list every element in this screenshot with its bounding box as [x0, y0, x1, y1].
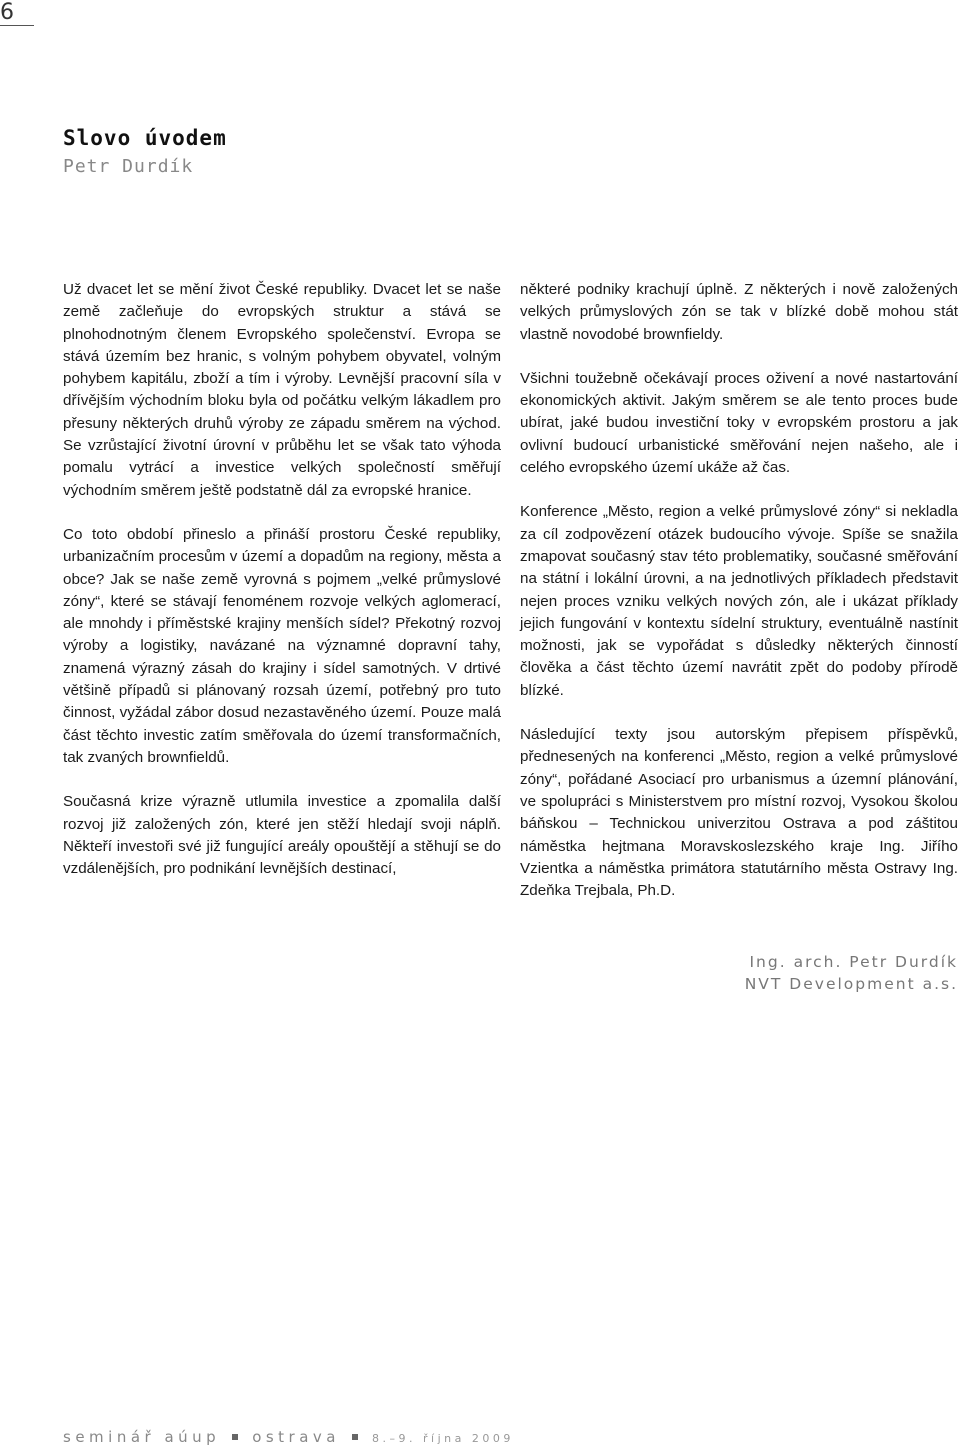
footer — [63, 1428, 514, 1446]
signature-name: Ing. arch. Petr Durdík — [749, 953, 958, 971]
footer-event: seminář aúup — [63, 1428, 221, 1446]
page-number-rule — [0, 25, 34, 26]
left-column — [63, 279, 501, 902]
square-separator-icon — [352, 1434, 358, 1440]
paragraph: Následující texty jsou autorským přepisem příspěvků, přednesených na konferenci „Město, region a velké průmyslové zóny“, pořádané Asociací pro urbanismus a územní plánování, ve spolupráci s Ministerstvem pro místní rozvoj, Vysokou školou báňskou – Technickou univerzitou Ostrava a pod záštitou náměstka hejtmana Moravskoslezského kraje Ing. Jiřího Vzientka a náměstka primátora statutárního města Ostravy Ing. Zdeňka Trejbala, Ph.D. — [520, 726, 958, 900]
footer-date: 8.–9. října 2009 — [372, 1432, 514, 1445]
paragraph: Všichni toužebně očekávají proces oživení a nové nastartování ekonomických aktivit. Jakým směrem se ale tento proces bude ubírat, jaké budou investiční toky v evropském prostoru a jak ovlivní budoucí urbanistické směřování nejen našeho, ale i celého evropského území ukáže až čas. — [520, 369, 958, 477]
article-title: Slovo úvodem — [63, 126, 227, 150]
signature-company: NVT Development a.s. — [744, 975, 958, 993]
square-separator-icon — [232, 1434, 238, 1440]
right-column — [520, 279, 958, 924]
paragraph: Současná krize výrazně utlumila investice a zpomalila další rozvoj již založených zón, které jen stěží hledají svoji náplň. Někteří investoři své již fungující areály opouštějí a stěhují se do vzdálenějších, pro podnikání levnějších destinací, — [63, 793, 501, 878]
paragraph: Co toto období přineslo a přináší prostoru České republiky, urbanizačním procesům v území a dopadům na regiony, města a obce? Jak se naše země vyrovná s pojmem „velké průmyslové zóny“, které se stávají fenoménem rozvoje velkých aglomerací, ale mnohdy i příměstské krajiny menších sídel? Překotný rozvoj výroby a logistiky, navázané na významné dopravní tahy, znamená výrazný zásah do krajiny i sídel samotných. V drtivé většině případů si plánovaný rozsah území, potřebný pro tuto činnost, vyžádal zábor dosud nezastavěného území. Pouze malá část těchto investic zatím směřovala do území transformačních, tak zvaných brownfieldů. — [63, 525, 501, 766]
paragraph: Už dvacet let se mění život České republiky. Dvacet let se naše země začleňuje do evropských struktur a stává se plnohodnotným členem Evropského společenství. Evropa se stává územím bez hranic, s volným pohybem obyvatel, volným pohybem kapitálu, zboží a tím i výroby. Levnější pracovní síla v dřívějším východním bloku byla od počátku velkým lákadlem pro přesuny některých druhů výroby ze západu směrem na východ. Se vzrůstající životní úrovní v průběhu let se však tato výhoda pomalu vytrácí a investice velkých společností směřují východním směrem ještě podstatně dál za evropské hranice. — [63, 281, 501, 499]
paragraph: některé podniky krachují úplně. Z některých i nově založených velkých průmyslových zón se tak v blízké době mohou stát vlastně novodobé brownfieldy. — [520, 281, 958, 343]
footer-city: ostrava — [252, 1428, 340, 1446]
signature-block — [745, 951, 958, 995]
page-number: 6 — [0, 0, 14, 25]
article-author: Petr Durdík — [63, 156, 194, 177]
paragraph: Konference „Město, region a velké průmyslové zóny“ si nekladla za cíl zodpovězení otázek budoucího vývoje. Spíše se snažila zmapovat současný stav této problematiky, současné směřování na státní i lokální úrovni, a na jednotlivých příkladech představit nejen proces vzniku velkých nových zón, ale i ukázat příklady jejich fungování v kontextu sídelní struktury, eventuálně nastínit možnosti, jak se vypořádat s důsledky některých činností člověka a část těchto území navrátit zpět do podoby přírodě blízké. — [520, 503, 958, 699]
